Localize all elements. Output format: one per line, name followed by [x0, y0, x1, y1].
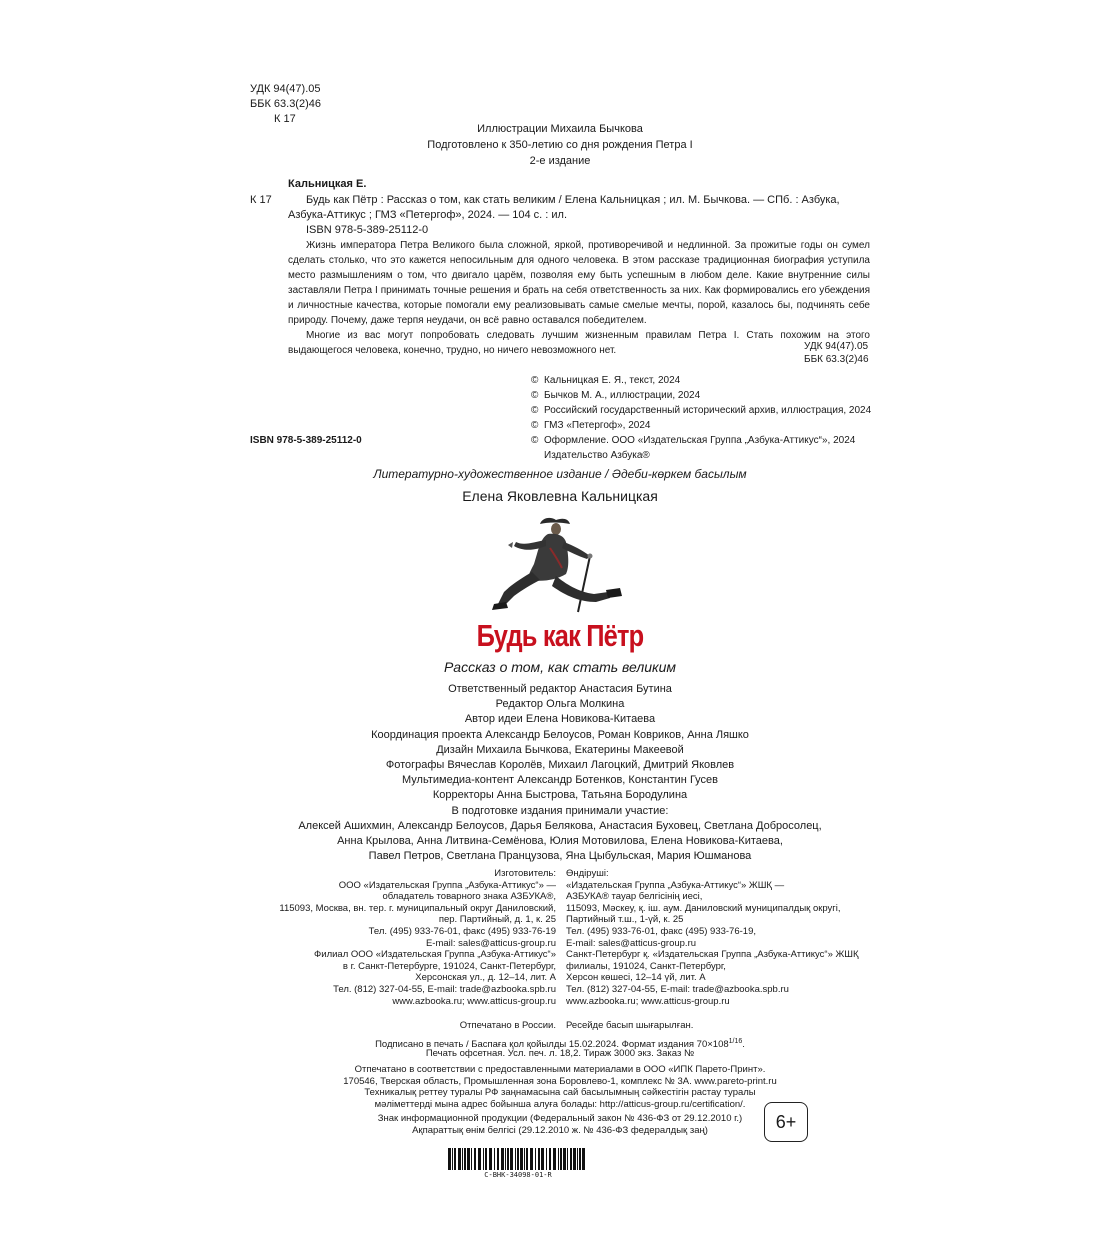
barcode-bar	[507, 1148, 509, 1170]
bbk-top: ББК 63.3(2)46	[250, 98, 321, 110]
barcode-code: С-ВНК-34098-01-R	[484, 1171, 552, 1179]
copyright-item: © Кальницкая Е. Я., текст, 2024	[531, 375, 681, 386]
barcode-bar	[474, 1148, 476, 1170]
k17-side: К 17	[250, 194, 272, 206]
barcode-bar	[458, 1148, 461, 1170]
mfr-line: филиалы, 191024, Санкт-Петербург,	[566, 960, 726, 972]
credit-line: Корректоры Анна Быстрова, Татьяна Бородулина	[432, 789, 688, 802]
barcode-bar	[582, 1148, 585, 1170]
barcode-bar	[560, 1148, 562, 1170]
barcode-bar	[517, 1148, 519, 1170]
credit-line: Павел Петров, Светлана Пранцузова, Яна Цыбульская, Мария Юшманова	[368, 850, 752, 863]
copyright-list	[531, 373, 871, 463]
barcode-bar	[478, 1148, 481, 1170]
mfr-line: Тел. (495) 933-76-01, факс (495) 933-76-19	[368, 925, 556, 937]
barcode-bar	[541, 1148, 544, 1170]
barcode-bar	[485, 1148, 487, 1170]
mfr-line: Херсон көшесі, 12–14 үй, лит. А	[566, 972, 706, 984]
info-sign-ru: Знак информационной продукции (Федеральный закон № 436-ФЗ от 29.12.2010 г.)	[377, 1113, 743, 1124]
mfr-line: www.azbooka.ru; www.atticus-group.ru	[392, 995, 556, 1007]
copyright-item: © Бычков М. А., иллюстрации, 2024	[531, 390, 701, 401]
barcode-bar	[553, 1148, 556, 1170]
mfr-line: E-mail: sales@atticus-group.ru	[425, 937, 556, 949]
barcode-bar	[452, 1148, 453, 1170]
peter-illustration	[486, 512, 626, 616]
edition-line: 2-е издание	[529, 155, 591, 167]
mfr-line: www.azbooka.ru; www.atticus-group.ru	[566, 995, 730, 1007]
mfr-line: обладатель товарного знака АЗБУКА®,	[382, 891, 556, 903]
isbn-bold: ISBN 978-5-389-25112-0	[250, 435, 362, 446]
udk-top: УДК 94(47).05	[250, 83, 321, 95]
bbk-right: ББК 63.3(2)46	[804, 354, 869, 365]
biblio-line-1: Будь как Пётр : Рассказ о том, как стать великим / Елена Кальницкая ; ил. М. Бычкова. — СПб. : Азбука,	[306, 194, 840, 206]
barcode-bar	[483, 1148, 484, 1170]
author-full: Елена Яковлевна Кальницкая	[462, 488, 658, 504]
description	[288, 238, 870, 358]
barcode-bar	[546, 1148, 547, 1170]
barcode-bar	[448, 1148, 451, 1170]
copyright-symbol: ©	[531, 435, 539, 446]
mfr-line: АЗБУКА® тауар белгісінің иесі,	[566, 891, 703, 903]
barcode-bar	[573, 1148, 576, 1170]
barcode-bar	[467, 1148, 470, 1170]
copyright-symbol: ©	[531, 375, 539, 386]
mfr-line: Партийный т.ш., 1-үй, к. 25	[566, 914, 684, 926]
barcode-bar	[489, 1148, 492, 1170]
biblio-line-2: Азбука-Аттикус ; ГМЗ «Петергоф», 2024. — 104 с. : ил.	[288, 209, 568, 221]
credit-line: Алексей Ашихмин, Александр Белоусов, Дарья Белякова, Анастасия Буховец, Светлана Добросолец,	[298, 819, 822, 832]
barcode-bar	[464, 1148, 466, 1170]
mfr-line: Филиал ООО «Издательская Группа „Азбука-Аттикус“»	[314, 949, 556, 961]
mfr-line: Тел. (812) 327-04-55, E-mail: trade@azbooka.spb.ru	[566, 983, 789, 995]
credit-line: Координация проекта Александр Белоусов, Роман Ковриков, Анна Ляшко	[371, 728, 749, 741]
barcode-bar	[526, 1148, 528, 1170]
manufacturer-kz	[566, 868, 859, 1007]
mfr-line: E-mail: sales@atticus-group.ru	[566, 937, 697, 949]
barcode-bar	[579, 1148, 581, 1170]
format-fraction: 1/16	[728, 1038, 743, 1045]
printer-line: мәліметтерді мына адрес бойынша алуға болады: http://atticus-group.ru/certification/.	[374, 1098, 746, 1110]
publisher-mark: Издательство Азбука®	[544, 450, 650, 461]
mfr-line: Санкт-Петербург қ. «Издательская Группа „Азбука-Аттикус“» ЖШҚ	[566, 949, 859, 961]
mfr-line: Тел. (495) 933-76-01, факс (495) 933-76-19,	[566, 925, 756, 937]
credit-line: Ответственный редактор Анастасия Бутина	[448, 683, 672, 695]
signed-line: Подписано в печать / Баспаға қол қойылды 15.02.2024. Формат издания $70\times 108^{1/16}$.	[375, 1038, 745, 1051]
mfr-line: Херсонская ул., д. 12–14, лит. А	[415, 972, 556, 984]
manufacturer-ru	[279, 868, 556, 1007]
mfr-line: пер. Партийный, д. 1, к. 25	[438, 914, 556, 926]
description-paragraph-1: Жизнь императора Петра Великого была сложной, яркой, противоречивой и недлинной. За прожитые годы он сумел сделать столько, что это кажется непосильным для одного человека. В этом рассказе традиционная биография уступила место размышлениям о том, что двигало царём, позволяя ему быть успешным в любом деле. Какие внутренние силы заставляли Петра I принимать точные решения и брать на себя ответственность за них. Как формировались его убеждения и личностные качества, которые помогали ему реализовывать самые смелые мечты, порой, казалось бы, подчинять себе природу. Почему, даже терпя неудачи, он всё равно оставался победителем.	[288, 240, 870, 326]
printer-line: Отпечатано в соответствии с предоставленными материалами в ООО «ИПК Парето-Принт».	[354, 1064, 766, 1075]
barcode-bar	[524, 1148, 525, 1170]
printed-in-russia-kz: Ресейде басып шығарылған.	[566, 1020, 694, 1031]
illustrations-line: Иллюстрации Михаила Бычкова	[477, 123, 643, 135]
book-subtitle: Рассказ о том, как стать великим	[443, 659, 677, 675]
barcode-bar	[471, 1148, 472, 1170]
barcode-bar	[577, 1148, 578, 1170]
barcode-bar	[494, 1148, 495, 1170]
credit-line: Анна Крылова, Анна Литвина-Семёнова, Юлия Мотовилова, Елена Новикова-Китаева,	[337, 835, 783, 848]
barcode-bar	[510, 1148, 513, 1170]
barcode-bar	[563, 1148, 566, 1170]
k17-top: К 17	[274, 113, 296, 125]
copyright-symbol: ©	[531, 405, 539, 416]
barcode-bar	[515, 1148, 516, 1170]
mfr-line: Изготовитель:	[494, 868, 556, 879]
print-specs: Печать офсетная. Усл. печ. л. 18,2. Тираж 3000 экз. Заказ №	[425, 1048, 695, 1059]
mfr-line: «Издательская Группа „Азбука-Аттикус“» ЖШҚ —	[566, 879, 785, 891]
book-title-wrap	[400, 618, 720, 654]
printer-line: 170546, Тверская область, Промышленная зона Боровлево-1, комплекс № 3А. www.pareto-print.ru	[343, 1075, 777, 1087]
copyright-symbol: ©	[531, 420, 539, 431]
credit-line: Фотографы Вячеслав Королёв, Михаил Лагоцкий, Дмитрий Яковлев	[385, 759, 735, 772]
copyright-item: © ГМЗ «Петергоф», 2024	[531, 420, 651, 431]
genre-line: Литературно-художественное издание / Әдеби-көркем басылым	[373, 467, 747, 481]
copyright-symbol: ©	[531, 390, 539, 401]
barcode-bar	[520, 1148, 523, 1170]
barcode-bar	[535, 1148, 536, 1170]
credits-list	[230, 682, 890, 864]
mfr-line: Тел. (812) 327-04-55, E-mail: trade@azbooka.spb.ru	[333, 983, 556, 995]
mfr-line: 115093, Мәскеу, қ. іш. аум. Даниловский муниципалдық округі,	[566, 902, 841, 914]
barcode-bar	[501, 1148, 504, 1170]
copyright-item: © Оформление. ООО «Издательская Группа „Азбука-Аттикус“», 2024	[531, 435, 856, 446]
mfr-line: в г. Санкт-Петербурге, 191024, Санкт-Петербург,	[342, 960, 556, 972]
credit-line: Мультимедиа-контент Александр Ботенков, Константин Гусев	[401, 774, 718, 787]
credit-line: Автор идеи Елена Новикова-Китаева	[464, 713, 656, 726]
anniversary-line: Подготовлено к 350-летию со дня рождения Петра I	[427, 139, 693, 151]
printer-line: Техникалық реттеу туралы РФ заңнамасына сай басылымның сәйкестігін растау туралы	[364, 1087, 756, 1099]
barcode-bar	[567, 1148, 568, 1170]
mfr-line: 115093, Москва, вн. тер. г. муниципальный округ Даниловский,	[279, 902, 556, 914]
isbn-line: ISBN 978-5-389-25112-0	[306, 224, 429, 236]
barcode-bar	[530, 1148, 533, 1170]
udk-right: УДК 94(47).05	[804, 341, 869, 352]
barcode-bar	[505, 1148, 506, 1170]
author-heading: Кальницкая Е.	[288, 178, 367, 190]
printed-in-russia: Отпечатано в России.	[459, 1020, 556, 1031]
barcode-bar	[497, 1148, 499, 1170]
barcode-bar	[549, 1148, 551, 1170]
book-title: Будь как Пётр	[476, 618, 644, 653]
barcode-bar	[558, 1148, 559, 1170]
mfr-line: Өндіруші:	[566, 868, 609, 879]
barcode-bar	[538, 1148, 540, 1170]
description-paragraph-2: Многие из вас могут попробовать следовать лучшим жизненным правилам Петра I. Стать похожим на этого выдающегося человека, конечно, трудно, но ничего невозможного нет.	[288, 330, 870, 356]
credit-line: Дизайн Михаила Бычкова, Екатерины Макеевой	[436, 743, 684, 756]
credit-line: Редактор Ольга Молкина	[495, 698, 625, 711]
copyright-item: © Российский государственный исторический архив, иллюстрация, 2024	[531, 405, 872, 416]
barcode-bar	[462, 1148, 463, 1170]
barcode-icon	[448, 1148, 588, 1172]
credit-line: В подготовке издания принимали участие:	[451, 804, 669, 817]
age-rating-badge: 6+	[764, 1102, 808, 1142]
mfr-line: ООО «Издательская Группа „Азбука-Аттикус“» —	[338, 879, 556, 891]
barcode-bar	[570, 1148, 572, 1170]
barcode-bar	[454, 1148, 456, 1170]
info-sign-kz: Ақпараттық өнім белгісі (29.12.2010 ж. № 436-ФЗ федералдық заң)	[412, 1125, 708, 1136]
